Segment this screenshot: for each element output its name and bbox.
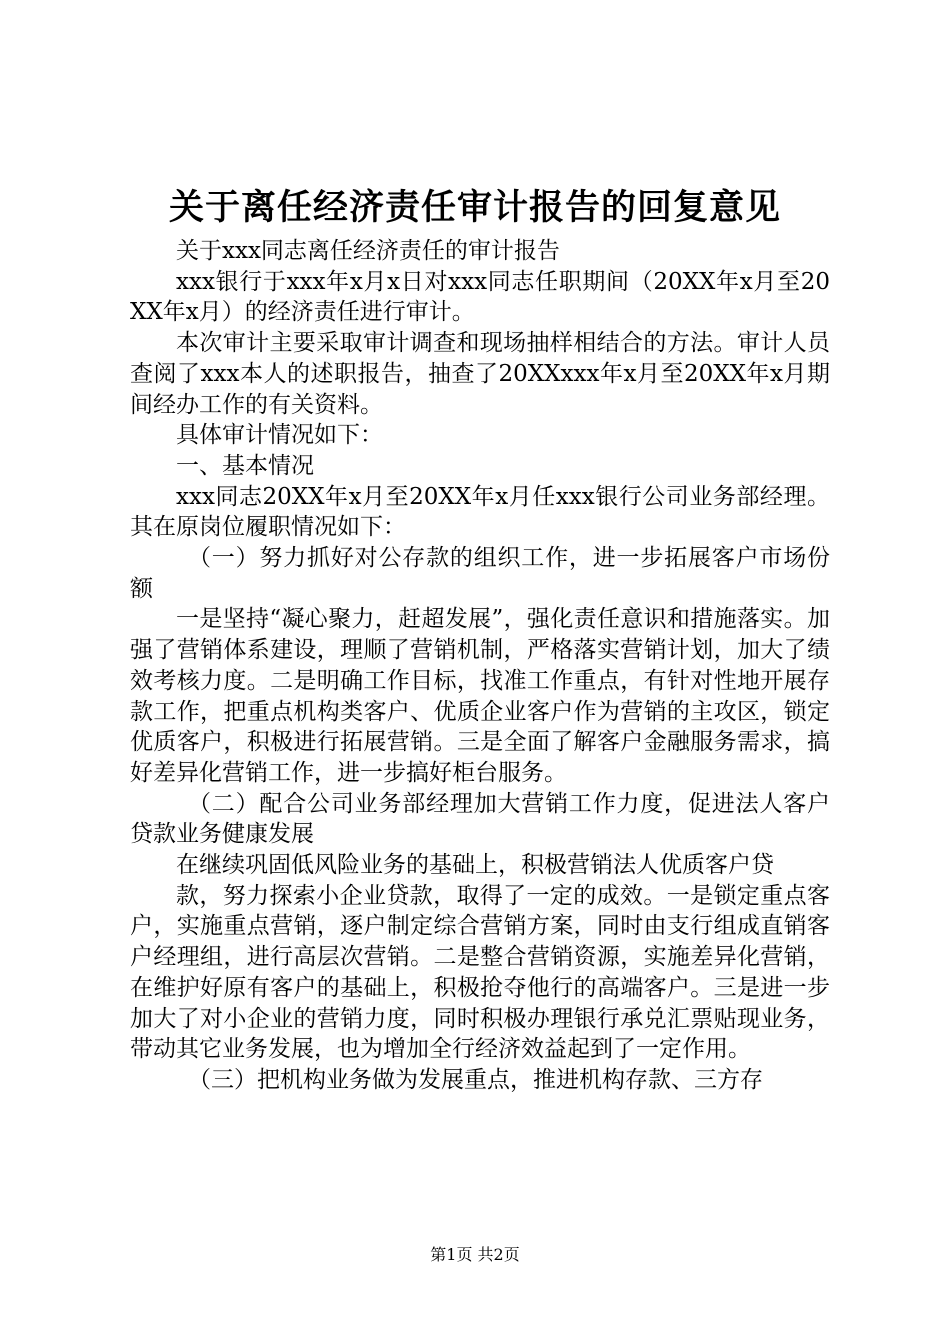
subheading-1: （一）努力抓好对公存款的组织工作，进一步拓展客户市场份额 [130,545,830,602]
paragraph-audit-intro: xxx银行于xxx年x月x日对xxx同志任职期间（20XX年x月至20XX年x月）的经济责任进行审计。 [130,268,830,326]
paragraph-position: xxx同志20XX年x月至20XX年x月任xxx银行公司业务部经理。其在原岗位履职情况如下： [130,483,830,541]
section-heading-basic: 一、基本情况 [176,452,314,479]
page-footer: 第1页 共2页 [430,1245,520,1264]
paragraph-audit-method: 本次审计主要采取审计调查和现场抽样相结合的方法。审计人员查阅了xxx本人的述职报告，抽查了20XXxxx年x月至20XX年x月期间经办工作的有关资料。 [130,330,830,418]
paragraph-loans-lead: 在继续巩固低风险业务的基础上，积极营销法人优质客户贷 [176,852,774,879]
subheading-2: （二）配合公司业务部经理加大营销工作力度，促进法人客户贷款业务健康发展 [130,790,830,848]
paragraph-deposits: 一是坚持“凝心聚力，赶超发展”，强化责任意识和措施落实。加强了营销体系建设，理顺了营销机制，严格落实营销计划，加大了绩效考核力度。二是明确工作目标，找准工作重点，有针对性地开展存款工作，把重点机构类客户、优质企业客户作为营销的主攻区，锁定优质客户，积极进行拓展营销。三是全面了解客户金融服务需求，搞好差异化营销工作，进一步搞好柜台服务。 [130,606,830,786]
paragraph-details-lead: 具体审计情况如下： [176,422,383,449]
subheading-3: （三）把机构业务做为发展重点，推进机构存款、三方存 [188,1066,763,1093]
document-title: 关于离任经济责任审计报告的回复意见 [168,187,781,228]
document-body [130,236,830,1096]
paragraph-report-name: 关于xxx同志离任经济责任的审计报告 [176,238,560,264]
paragraph-loans: 款，努力探索小企业贷款，取得了一定的成效。一是锁定重点客户，实施重点营销，逐户制定综合营销方案，同时由支行组成直销客户经理组，进行高层次营销。二是整合营销资源，实施差异化营销，在维护好原有客户的基础上，积极抢夺他行的高端客户。三是进一步加大了对小企业的营销力度，同时积极办理银行承兑汇票贴现业务，带动其它业务发展，也为增加全行经济效益起到了一定作用。 [130,882,830,1063]
